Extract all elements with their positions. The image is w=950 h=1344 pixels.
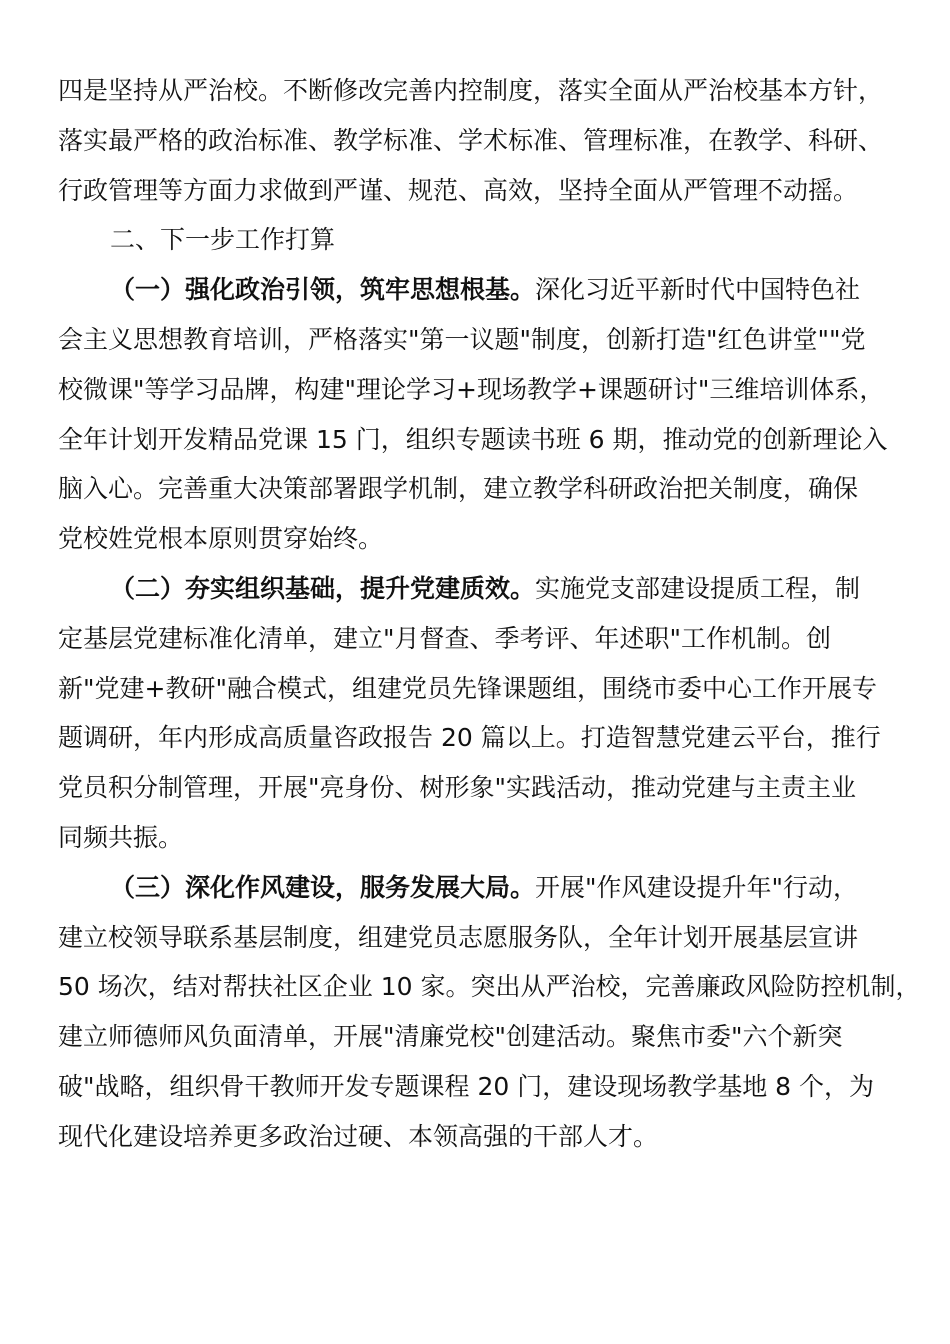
para1-line-2: 落实最严格的政治标准、教学标准、学术标准、管理标准，在教学、科研、 (58, 125, 884, 155)
item3-line-3: 50 场次，结对帮扶社区企业 10 家。突出从严治校，完善廉政风险防控机制， (58, 972, 921, 1002)
para1-line-1: 四是坚持从严治校。不断修改完善内控制度，落实全面从严治校基本方针， (58, 76, 884, 105)
item2-first-line-text: 实施党支部建设提质工程，制 (535, 573, 861, 603)
item1-first-line (58, 265, 894, 315)
item3-first-line-text: 开展"作风建设提升年"行动， (535, 872, 859, 902)
item3-line-2: 建立校领导联系基层制度，组建党员志愿服务队，全年计划开展基层宣讲 (58, 922, 859, 952)
item2-line-2: 定基层党建标准化清单，建立"月督查、季考评、年述职"工作机制。创 (58, 623, 832, 653)
item2-first-line (58, 564, 894, 614)
section-heading: 二、下一步工作打算 (110, 225, 336, 255)
item3-line-5: 破"战略，组织骨干教师开发专题课程 20 门，建设现场教学基地 8 个，为 (58, 1071, 875, 1101)
item2-line-3: 新"党建+教研"融合模式，组建党员先锋课题组，围绕市委中心工作开展专 (58, 673, 877, 703)
item1-line-4: 全年计划开发精品党课 15 门，组织专题读书班 6 期，推动党的创新理论入 (58, 424, 888, 454)
item1-first-line-text: 深化习近平新时代中国特色社 (535, 275, 861, 305)
item2-line-6: 同频共振。 (58, 822, 184, 852)
item3-heading: （三）深化作风建设，服务发展大局。 (110, 872, 536, 902)
item1-line-6: 党校姓党根本原则贯穿始终。 (58, 524, 384, 554)
item3-first-line (58, 863, 894, 913)
item1-line-3: 校微课"等学习品牌，构建"理论学习+现场教学+课题研讨"三维培训体系， (58, 374, 885, 404)
para1-line-3: 行政管理等方面力求做到严谨、规范、高效，坚持全面从严管理不动摇。 (58, 175, 859, 205)
document-body (58, 66, 921, 1162)
item2-heading: （二）夯实组织基础，提升党建质效。 (110, 573, 536, 603)
item2-line-4: 题调研，年内形成高质量咨政报告 20 篇以上。打造智慧党建云平台，推行 (58, 723, 881, 753)
item1-line-5: 脑入心。完善重大决策部署跟学机制，建立教学科研政治把关制度，确保 (58, 474, 859, 504)
item3-line-6: 现代化建设培养更多政治过硬、本领高强的干部人才。 (58, 1121, 659, 1151)
item2-line-5: 党员积分制管理，开展"亮身份、树形象"实践活动，推动党建与主责主业 (58, 773, 857, 803)
item1-line-2: 会主义思想教育培训，严格落实"第一议题"制度，创新打造"红色讲堂""党 (58, 324, 866, 354)
item1-heading: （一）强化政治引领，筑牢思想根基。 (110, 275, 536, 305)
item3-line-4: 建立师德师风负面清单，开展"清廉党校"创建活动。聚焦市委"六个新突 (58, 1022, 843, 1052)
